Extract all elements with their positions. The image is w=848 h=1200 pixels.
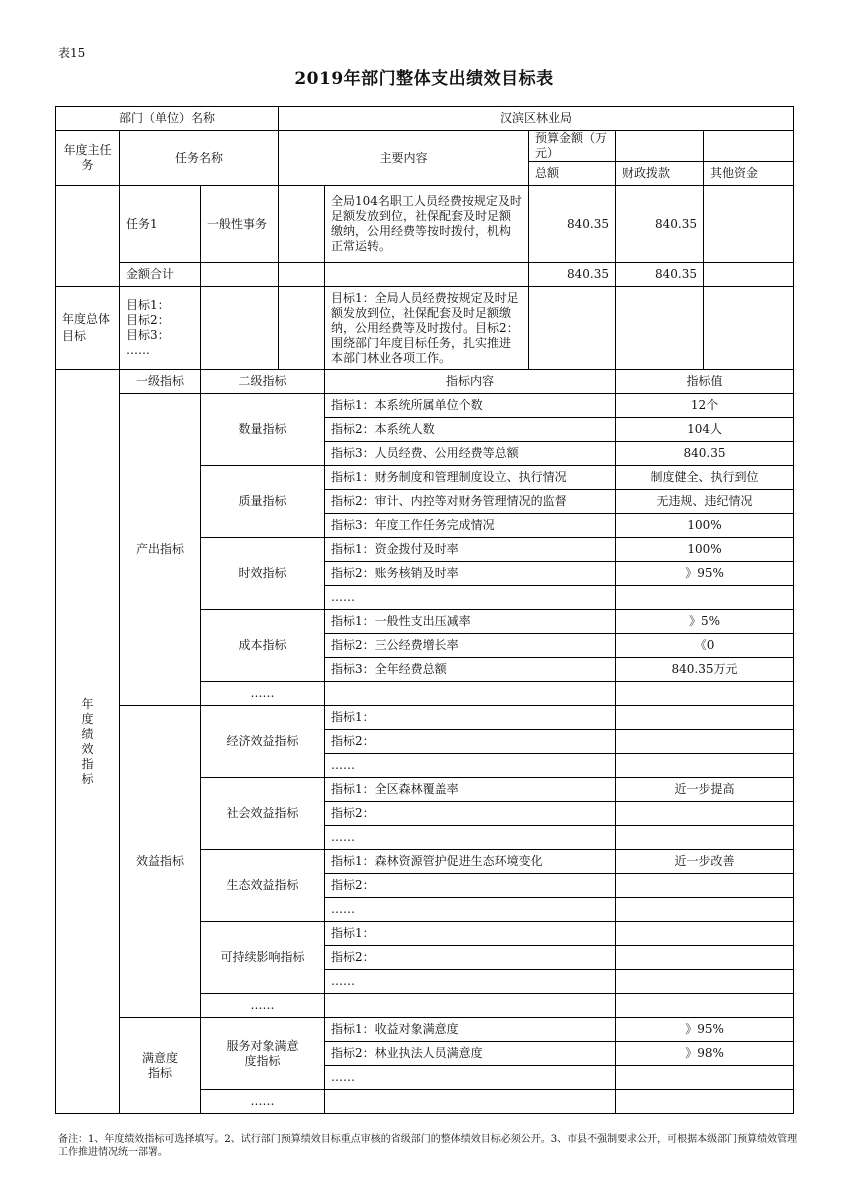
indicator-value: 《0 [616,634,794,658]
indicator-value: 》95% [616,1018,794,1042]
indicator-content: 指标3：年度工作任务完成情况 [325,514,616,538]
indicator-value: 无违规、违纪情况 [616,490,794,514]
indicator-content: …… [325,754,616,778]
sum-row [56,263,794,287]
indicator-content: 指标1： [325,922,616,946]
indicator-content: 指标1：本系统所属单位个数 [325,394,616,418]
satisfaction-more: …… [201,1090,325,1114]
indicator-value [616,970,794,994]
goals-blank-5 [704,287,794,370]
task1-name: 一般性事务 [201,186,279,263]
goal-item: …… [126,343,150,357]
indicator-header-row [56,370,794,394]
economic-indicator-label: 经济效益指标 [201,706,325,778]
level2-header: 二级指标 [201,370,325,394]
quality-indicator-label: 质量指标 [201,466,325,538]
budget-header: 预算金额（万元） [529,131,616,162]
indicator-content: …… [325,826,616,850]
indicator-content: 指标1： [325,706,616,730]
indicator-content: 指标3：人员经费、公用经费等总额 [325,442,616,466]
task-blank-cell [56,186,120,287]
indicator-value: 近一步改善 [616,850,794,874]
task1-content: 全局104名职工人员经费按规定及时足额发放到位，社保配套及时足额缴纳，公用经费等按时拨付，机构正常运转。 [325,186,529,263]
goals-items [120,287,201,370]
sum-total: 840.35 [529,263,616,287]
content-header: 主要内容 [279,131,529,186]
indicator-content: 指标1：全区森林覆盖率 [325,778,616,802]
table-row [56,706,794,730]
goals-blank-3 [529,287,616,370]
task1-other [704,186,794,263]
satisfaction-indicator-label: 满意度指标 [120,1018,201,1114]
table-number: 表15 [58,46,86,60]
indicator-value: 制度健全、执行到位 [616,466,794,490]
social-indicator-label: 社会效益指标 [201,778,325,850]
indicator-value [616,730,794,754]
indicator-value [616,754,794,778]
task1-blank [279,186,325,263]
task1-fiscal: 840.35 [616,186,704,263]
benefit-indicator-label: 效益指标 [120,706,201,1018]
indicator-value [616,922,794,946]
indicator-value: 》98% [616,1042,794,1066]
goals-blank-1 [201,287,279,370]
indicator-content-header: 指标内容 [325,370,616,394]
goals-blank-2 [279,287,325,370]
indicator-value: 840.35万元 [616,658,794,682]
indicator-value [616,874,794,898]
blank-cell [616,682,794,706]
indicator-content: 指标3：全年经费总额 [325,658,616,682]
footnote: 备注：1、年度绩效指标可选择填写。2、试行部门预算绩效目标重点审核的省级部门的整体绩效目标必须公开。3、市县不强制要求公开，可根据本级部门预算绩效管理工作推进情况统一部署。 [58,1134,798,1158]
task1-row [56,186,794,263]
sum-fiscal: 840.35 [616,263,704,287]
task1-total: 840.35 [529,186,616,263]
service-satisfaction-label: 服务对象满意度指标 [201,1018,325,1090]
indicator-value [616,586,794,610]
indicator-content: 指标2：本系统人数 [325,418,616,442]
sum-label: 金额合计 [120,263,201,287]
indicator-value [616,706,794,730]
indicator-content: 指标1：财务制度和管理制度设立、执行情况 [325,466,616,490]
quantity-indicator-label: 数量指标 [201,394,325,466]
goals-content: 目标1：全局人员经费按规定及时足额发放到位，社保配套及时足额缴纳，公用经费等及时拨付。目标2：围绕部门年度目标任务，扎实推进本部门林业各项工作。 [325,287,529,370]
indicator-value: 近一步提高 [616,778,794,802]
indicator-value [616,946,794,970]
ecological-indicator-label: 生态效益指标 [201,850,325,922]
sustainable-indicator-label: 可持续影响指标 [201,922,325,994]
indicator-content: 指标1：资金拨付及时率 [325,538,616,562]
total-header: 总额 [529,162,616,186]
indicator-value: 104人 [616,418,794,442]
benefit-more: …… [201,994,325,1018]
timeliness-indicator-label: 时效指标 [201,538,325,610]
sum-blank-3 [325,263,529,287]
indicator-content: 指标2：林业执法人员满意度 [325,1042,616,1066]
indicator-content: 指标2： [325,730,616,754]
performance-target-table [55,106,794,1114]
task-name-header: 任务名称 [120,131,279,186]
indicator-value: 12个 [616,394,794,418]
goal-item: 目标1： [126,298,170,312]
indicator-value: 100% [616,514,794,538]
indicator-value: 》95% [616,562,794,586]
goals-blank-4 [616,287,704,370]
cost-indicator-label: 成本指标 [201,610,325,682]
indicator-value-header: 指标值 [616,370,794,394]
level1-header: 一级指标 [120,370,201,394]
indicator-content: 指标2： [325,802,616,826]
dept-row [56,107,794,131]
indicator-content: …… [325,1066,616,1090]
indicator-value [616,826,794,850]
indicator-content: 指标2：账务核销及时率 [325,562,616,586]
indicator-value [616,898,794,922]
indicator-content: 指标2： [325,946,616,970]
blank-cell [616,994,794,1018]
budget-header-blank-2 [704,131,794,162]
indicator-content: …… [325,970,616,994]
indicator-content: 指标1：一般性支出压减率 [325,610,616,634]
indicator-content: 指标2：审计、内控等对财务管理情况的监督 [325,490,616,514]
indicator-content: 指标2： [325,874,616,898]
indicator-value: 》5% [616,610,794,634]
blank-cell [325,994,616,1018]
other-header: 其他资金 [704,162,794,186]
annual-task-header: 年度主任务 [56,131,120,186]
sum-blank-1 [201,263,279,287]
goals-row [56,287,794,370]
indicator-content: 指标1：森林资源管护促进生态环境变化 [325,850,616,874]
indicator-value [616,1066,794,1090]
sum-blank-2 [279,263,325,287]
budget-header-blank [616,131,704,162]
sum-other [704,263,794,287]
task-header-row [56,131,794,162]
output-indicator-label: 产出指标 [120,394,201,706]
goals-label: 年度总体目标 [56,287,120,370]
indicator-value: 100% [616,538,794,562]
dept-label: 部门（单位）名称 [56,107,279,131]
blank-cell [616,1090,794,1114]
page-title: 2019年部门整体支出绩效目标表 [294,69,554,89]
table-row [56,394,794,418]
indicator-section-label: 年度绩效指标 [56,370,120,1114]
indicator-content: 指标1：收益对象满意度 [325,1018,616,1042]
indicator-content: 指标2：三公经费增长率 [325,634,616,658]
goal-item: 目标2： [126,313,170,327]
fiscal-header: 财政拨款 [616,162,704,186]
indicator-value: 840.35 [616,442,794,466]
blank-cell [325,682,616,706]
indicator-content: …… [325,586,616,610]
table-row [56,1018,794,1042]
blank-cell [325,1090,616,1114]
dept-value: 汉滨区林业局 [279,107,794,131]
output-more: …… [201,682,325,706]
goal-item: 目标3： [126,328,170,342]
indicator-content: …… [325,898,616,922]
indicator-value [616,802,794,826]
task1-label: 任务1 [120,186,201,263]
